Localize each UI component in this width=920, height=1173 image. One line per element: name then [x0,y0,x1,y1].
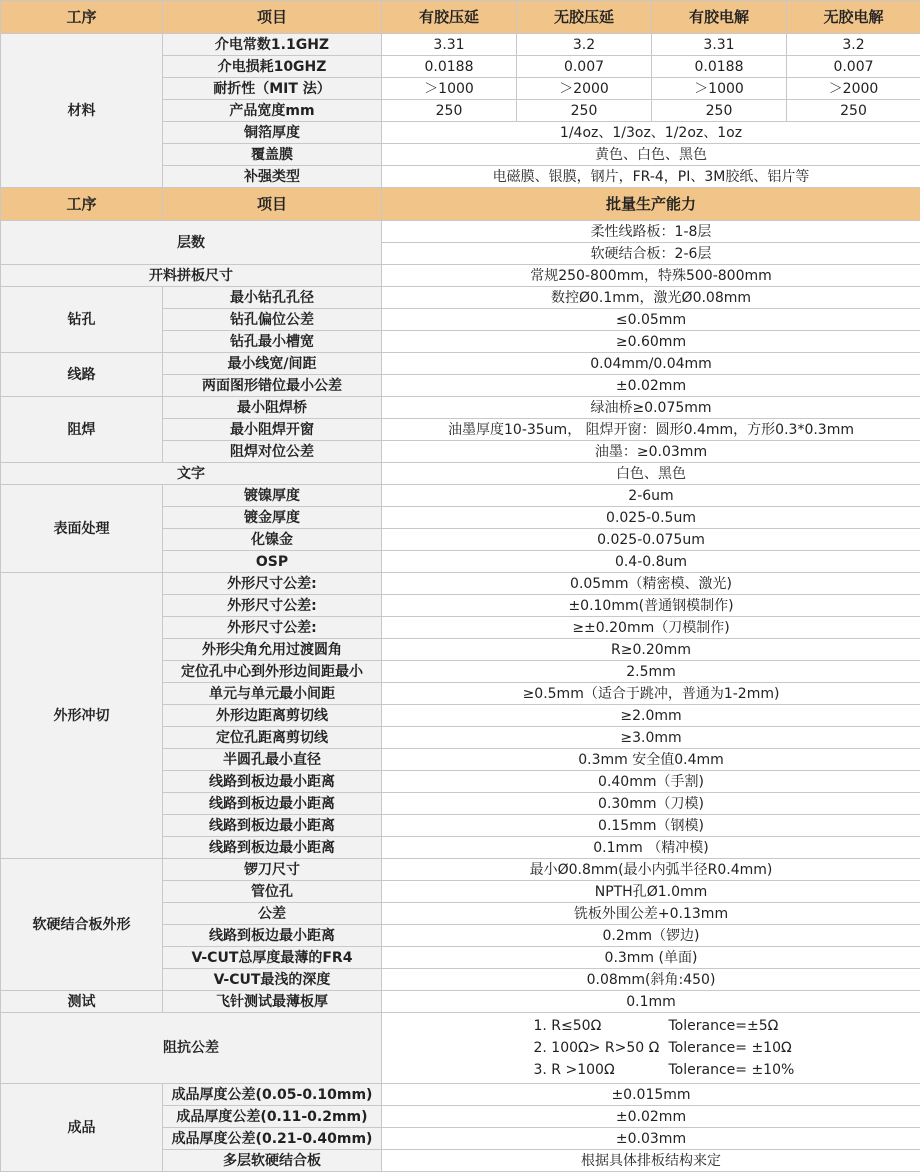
row-item: 多层软硬结合板 [163,1150,382,1172]
header-col: 有胶压延 [382,1,517,34]
header-col: 有胶电解 [652,1,787,34]
cell-value: ±0.10mm(普通钢模制作) [382,595,920,617]
cell-value: ±0.03mm [382,1128,920,1150]
impedance-values [382,1013,920,1084]
cell-value: ≥0.60mm [382,331,920,353]
cell-value: 2.5mm [382,661,920,683]
row-item: 外形边距离剪切线 [163,705,382,727]
impedance-line [524,1015,779,1037]
table-row [1,573,920,595]
row-item: 介电常数1.1GHZ [163,34,382,56]
cell-value: 根据具体排板结构来定 [382,1150,920,1172]
row-item: 定位孔中心到外形边间距最小 [163,661,382,683]
table-row [1,353,920,375]
cell-value: ≤0.05mm [382,309,920,331]
group-circuit: 线路 [1,353,163,397]
row-item: 线路到板边最小距离 [163,815,382,837]
row-item: 最小钻孔孔径 [163,287,382,309]
cell-value: 柔性线路板：1-8层 [382,221,920,243]
cell-value: 0.007 [517,56,652,78]
cell-value: ±0.02mm [382,375,920,397]
cell-value: ≥2.0mm [382,705,920,727]
row-item: V-CUT总厚度最薄的FR4 [163,947,382,969]
cell-value: 3.2 [517,34,652,56]
header-process: 工序 [1,1,163,34]
impedance-range: 2. 100Ω> R>50 Ω [533,1040,660,1056]
cell-value: ±0.02mm [382,1106,920,1128]
row-item: 镀金厚度 [163,507,382,529]
header-row-material [1,1,920,34]
cell-value: 0.007 [787,56,920,78]
header-item: 项目 [163,188,382,221]
row-item: 外形尺寸公差: [163,573,382,595]
group-material: 材料 [1,34,163,188]
header-row-capability [1,188,920,221]
group-test: 测试 [1,991,163,1013]
table-row [1,34,920,56]
group-impedance: 阻抗公差 [1,1013,382,1084]
table-row [1,991,920,1013]
impedance-tolerance: Tolerance=±5Ω [668,1018,779,1034]
row-item: 外形尺寸公差: [163,595,382,617]
row-item: 两面图形错位最小公差 [163,375,382,397]
group-mask: 阻焊 [1,397,163,463]
row-item: 线路到板边最小距离 [163,793,382,815]
cell-value: 2-6um [382,485,920,507]
cell-value: ＞2000 [517,78,652,100]
impedance-line [524,1037,792,1059]
table-row [1,1013,920,1084]
group-punch: 外形冲切 [1,573,163,859]
table-row [1,397,920,419]
row-item: 线路到板边最小距离 [163,771,382,793]
cell-value: 0.04mm/0.04mm [382,353,920,375]
header-item: 项目 [163,1,382,34]
row-item: 钻孔偏位公差 [163,309,382,331]
group-surface: 表面处理 [1,485,163,573]
table-row [1,287,920,309]
row-item: 线路到板边最小距离 [163,837,382,859]
row-item: 耐折性（MIT 法） [163,78,382,100]
cell-value: 0.30mm（刀模) [382,793,920,815]
table-row [1,463,920,485]
table-row [1,265,920,287]
cell-value: 油墨厚度10-35um， 阻焊开窗：圆形0.4mm，方形0.3*0.3mm [382,419,920,441]
cell-value: 0.025-0.5um [382,507,920,529]
impedance-tolerance: Tolerance= ±10% [668,1062,795,1078]
row-item: 公差 [163,903,382,925]
impedance-range: 3. R >100Ω [533,1062,615,1078]
row-item: 外形尖角允用过渡圆角 [163,639,382,661]
row-item: 钻孔最小槽宽 [163,331,382,353]
impedance-lines [524,1015,795,1081]
cell-value: 0.3mm (单面) [382,947,920,969]
row-item: 外形尺寸公差: [163,617,382,639]
header-col: 无胶电解 [787,1,920,34]
cell-value: 0.2mm（锣边) [382,925,920,947]
cell-value: ＞1000 [652,78,787,100]
group-text: 文字 [1,463,382,485]
cell-value: 0.08mm(斜角:450) [382,969,920,991]
cell-value: 绿油桥≥0.075mm [382,397,920,419]
cell-value: 0.0188 [652,56,787,78]
group-rigidflex: 软硬结合板外形 [1,859,163,991]
impedance-range: 1. R≤50Ω [533,1018,602,1034]
cell-value: 0.05mm（精密模、激光) [382,573,920,595]
row-item: 介电损耗10GHZ [163,56,382,78]
cell-value: 黄色、白色、黑色 [382,144,920,166]
cell-value: 250 [652,100,787,122]
cell-value: 0.4-0.8um [382,551,920,573]
group-panel: 开料拼板尺寸 [1,265,382,287]
row-item: 阻焊对位公差 [163,441,382,463]
row-item: 产品宽度mm [163,100,382,122]
row-item: 成品厚度公差(0.21-0.40mm) [163,1128,382,1150]
cell-value: 铣板外围公差+0.13mm [382,903,920,925]
row-item: 铜箔厚度 [163,122,382,144]
cell-value: 1/4oz、1/3oz、1/2oz、1oz [382,122,920,144]
cell-value: ±0.015mm [382,1084,920,1106]
group-layers: 层数 [1,221,382,265]
row-item: 单元与单元最小间距 [163,683,382,705]
row-item: 管位孔 [163,881,382,903]
cell-value: 电磁膜、银膜，钢片，FR-4，PI、3M胶纸、铝片等 [382,166,920,188]
row-item: 补强类型 [163,166,382,188]
table-row [1,221,920,243]
row-item: 最小阻焊桥 [163,397,382,419]
row-item: 成品厚度公差(0.05-0.10mm) [163,1084,382,1106]
row-item: 定位孔距离剪切线 [163,727,382,749]
row-item: 锣刀尺寸 [163,859,382,881]
cell-value: 数控Ø0.1mm，激光Ø0.08mm [382,287,920,309]
row-item: OSP [163,551,382,573]
row-item: 成品厚度公差(0.11-0.2mm) [163,1106,382,1128]
header-capability: 批量生产能力 [382,188,920,221]
cell-value: 油墨：≥0.03mm [382,441,920,463]
cell-value: 软硬结合板：2-6层 [382,243,920,265]
cell-value: 250 [517,100,652,122]
cell-value: 0.3mm 安全值0.4mm [382,749,920,771]
row-item: 化镍金 [163,529,382,551]
cell-value: 3.2 [787,34,920,56]
cell-value: ≥±0.20mm（刀模制作) [382,617,920,639]
row-item: 飞针测试最薄板厚 [163,991,382,1013]
impedance-line [524,1059,795,1081]
cell-value: R≥0.20mm [382,639,920,661]
cell-value: NPTH孔Ø1.0mm [382,881,920,903]
cell-value: 最小Ø0.8mm(最小内弧半径R0.4mm) [382,859,920,881]
cell-value: 白色、黑色 [382,463,920,485]
group-finished: 成品 [1,1084,163,1172]
row-item: 最小阻焊开窗 [163,419,382,441]
table-row [1,859,920,881]
row-item: 线路到板边最小距离 [163,925,382,947]
cell-value: 0.1mm [382,991,920,1013]
cell-value: ＞2000 [787,78,920,100]
cell-value: 3.31 [382,34,517,56]
cell-value: ≥0.5mm（适合于跳冲，普通为1-2mm) [382,683,920,705]
row-item: 镀镍厚度 [163,485,382,507]
cell-value: ≥3.0mm [382,727,920,749]
table-row [1,485,920,507]
row-item: 最小线宽/间距 [163,353,382,375]
cell-value: 0.40mm（手割) [382,771,920,793]
row-item: V-CUT最浅的深度 [163,969,382,991]
cell-value: 常规250-800mm，特殊500-800mm [382,265,920,287]
impedance-tolerance: Tolerance= ±10Ω [668,1040,792,1056]
cell-value: 0.025-0.075um [382,529,920,551]
header-col: 无胶压延 [517,1,652,34]
cell-value: 0.0188 [382,56,517,78]
row-item: 覆盖膜 [163,144,382,166]
cell-value: ＞1000 [382,78,517,100]
cell-value: 0.15mm（钢模) [382,815,920,837]
cell-value: 3.31 [652,34,787,56]
row-item: 半圆孔最小直径 [163,749,382,771]
table-row [1,1084,920,1106]
header-process: 工序 [1,188,163,221]
cell-value: 250 [787,100,920,122]
cell-value: 0.1mm （精冲模) [382,837,920,859]
cell-value: 250 [382,100,517,122]
group-drill: 钻孔 [1,287,163,353]
